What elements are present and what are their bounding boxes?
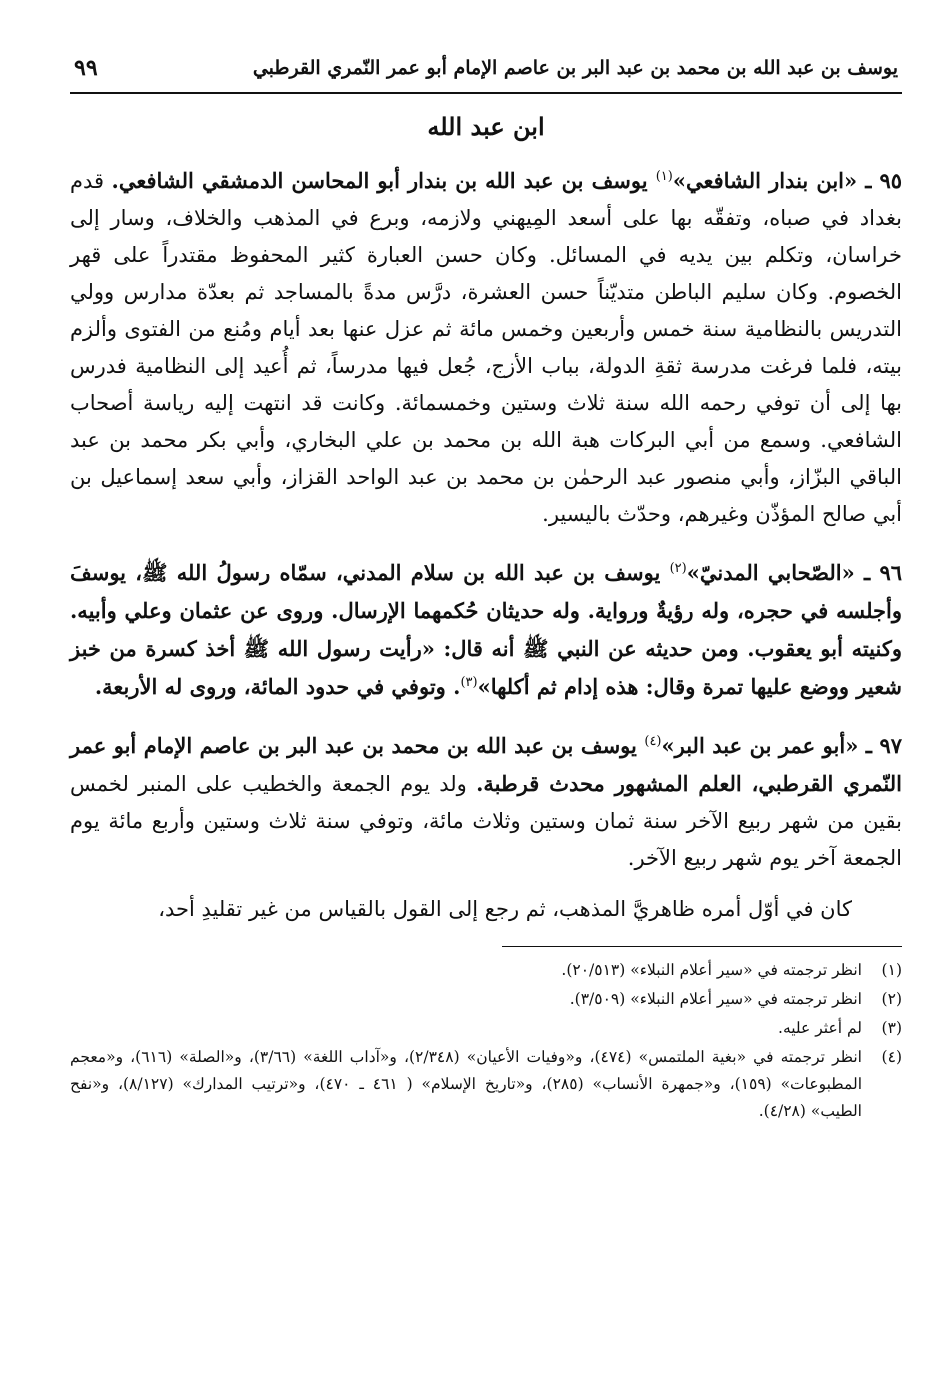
entry-95: [70, 162, 902, 533]
entry-97-name: يوسف بن عبد الله بن محمد بن عبد البر بن عاصم الإمام أبو عمر النّمري القرطبي، العلم المشهور محدث قرطبة.: [70, 733, 903, 796]
entry-95-name: يوسف بن عبد الله بن بندار أبو المحاسن الدمشقي الشافعي.: [111, 168, 656, 193]
entry-97-text: ولد يوم الجمعة والخطيب على المنبر لخمس بقين من شهر ربيع الآخر سنة ثمان وستين وثلاث مائة، وتوفي سنة ثلاث وستين وأربع مائة يوم الجمعة آخر يوم شهر ربيع الآخر.: [70, 772, 902, 870]
footnote-3: [70, 1015, 902, 1042]
footnote-4: [70, 1044, 902, 1125]
entry-96-lead: ٩٦ ـ «الصّحابي المدنيّ»: [686, 560, 902, 585]
running-header-title: يوسف بن عبد الله بن محمد بن عبد البر بن عاصم الإمام أبو عمر النّمري القرطبي: [252, 57, 898, 79]
continuation-paragraph: كان في أوّل أمره ظاهريَّ المذهب، ثم رجع إلى القول بالقياس من غير تقليدِ أحد،: [158, 897, 852, 921]
entry-95-lead: ٩٥ ـ «ابن بندار الشافعي»: [672, 168, 902, 193]
footnote-2-number: (٢): [881, 990, 902, 1008]
running-header: [70, 48, 902, 94]
footnote-4-number: (٤): [881, 1048, 902, 1066]
footnote-4-text: انظر ترجمته في «بغية الملتمس» (٤٧٤)، و«وفيات الأعيان» (٢/٣٤٨)، و«آداب اللغة» (٣/٦٦)، و«الصلة» (٦١٦)، و«معجم المطبوعات» (١٥٩)، و«جمهرة الأنساب» (٢٨٥)، و«تاريخ الإسلام» ( ٤٦١ ـ ٤٧٠)، و«ترتيب المدارك» (٨/١٢٧)، و«نفح الطيب» (٤/٢٨).: [70, 1048, 863, 1120]
footnote-1-number: (١): [881, 961, 902, 979]
entry-96-footnote-ref-2[interactable]: (٣): [460, 675, 478, 690]
entry-96-footnote-ref[interactable]: (٢): [669, 561, 687, 576]
entry-96-body: يوسف بن عبد الله بن سلام المدني، سمّاه رسولُ الله ﷺ، يوسفَ وأجلسه في حجره، وله رؤيةٌ ورواية. وله حديثان حُكمهما الإرسال. وروى عن عثمان وعلي وأبيه. وكنيته أبو يعقوب. ومن حديثه عن النبي ﷺ أنه قال: «رأيت رسول الله ﷺ أخذ كسرة من خبز شعير ووضع عليها تمرة وقال: هذه إدام ثم أكلها»: [70, 560, 902, 699]
entry-95-footnote-ref[interactable]: (١): [655, 169, 673, 184]
entry-97-lead: ٩٧ ـ «أبو عمر بن عبد البر»: [661, 733, 902, 758]
footnote-3-number: (٣): [881, 1019, 902, 1037]
section-heading: ابن عبد الله: [427, 112, 545, 141]
footnote-3-text: لم أعثر عليه.: [778, 1019, 862, 1037]
book-page: [70, 48, 902, 1127]
page-number: ٩٩: [74, 55, 98, 81]
entry-97: [70, 727, 902, 877]
entry-95-text: قدم بغداد في صباه، وتفقّه بها على أسعد المِيهني ولازمه، وبرع في المذهب والخلاف، وسار إلى خراسان، وتكلم بين يديه في المسائل. وكان حسن العبارة كثير المحفوظ مقتدراً على قهر الخصوم. وكان سليم الباطن متديّناً حسن العشرة، درَّس مدةً بالمساجد ثم بعدّة مدارس وولي التدريس بالنظامية سنة خمس وأربعين وخمس مائة ثم عزل عنها بعد أيام ومُنع من الفتوى وألزم بيته، فلما فرغت مدرسة ثقةِ الدولة، بباب الأزج، جُعل فيها مدرساً، ثم أُعيد إلى النظامية فدرس بها إلى أن توفي رحمه الله سنة ثلاث وستين وخمسمائة. وكانت قد انتهت إليه رياسة أصحاب الشافعي. وسمع من أبي البركات هبة الله بن محمد بن علي البخاري، وأبي بكر محمد بن عبد الباقي البزّاز، وأبي منصور عبد الرحمٰن بن محمد بن عبد الواحد القزاز، وأبي سعد إسماعيل بن أبي صالح المؤذّن وغيرهم، وحدّث باليسير.: [70, 169, 902, 526]
footnote-1: [70, 957, 902, 984]
entry-96: [70, 554, 902, 706]
footnote-1-text: انظر ترجمته في «سير أعلام النبلاء» (٢٠/٥١٣).: [561, 961, 862, 979]
entry-97-footnote-ref[interactable]: (٤): [644, 734, 662, 749]
footnote-2-text: انظر ترجمته في «سير أعلام النبلاء» (٣/٥٠٩).: [569, 990, 862, 1008]
entry-96-text: . وتوفي في حدود المائة، وروى له الأربعة.: [94, 674, 461, 699]
footnote-2: [70, 986, 902, 1013]
footnote-divider: [502, 946, 902, 947]
